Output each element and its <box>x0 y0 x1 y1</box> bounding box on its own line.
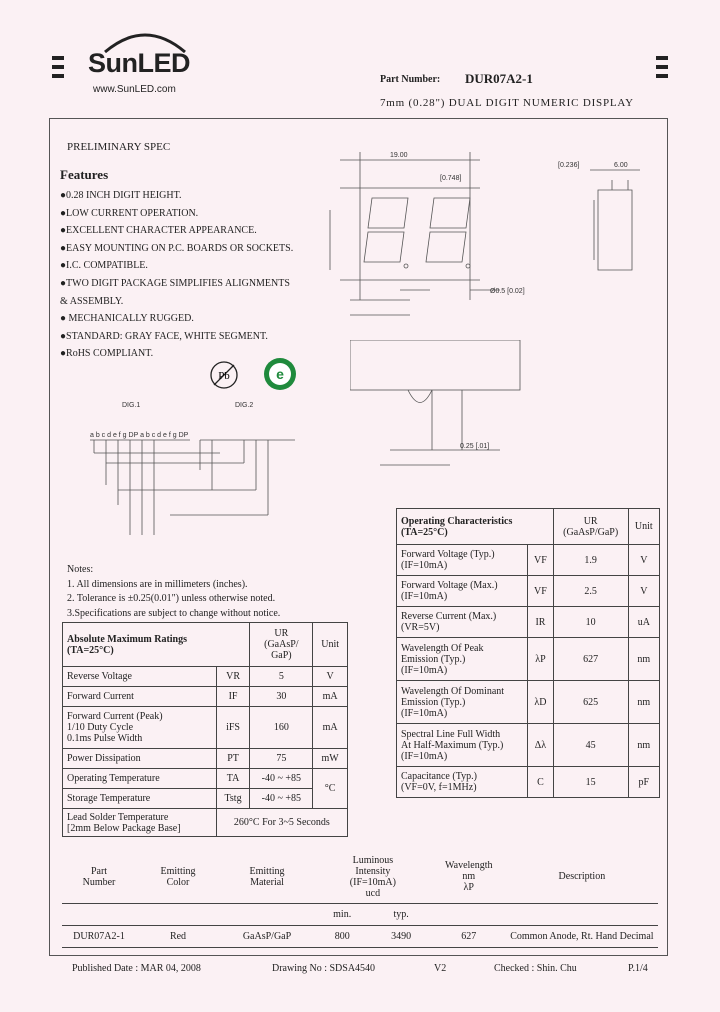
table-row <box>397 545 660 576</box>
part-number: DUR07A2-1 <box>465 71 533 86</box>
col-ur: UR (GaAsP/GaP) <box>553 509 628 545</box>
param-cell: Spectral Line Full Width At Half-Maximum (Typ.) (IF=10mA) <box>397 724 528 767</box>
param-cell: Reverse Current (Max.) (VR=5V) <box>397 607 528 638</box>
feature-item: & ASSEMBLY. <box>60 295 124 307</box>
ord-header-material: Emitting Material <box>249 865 285 888</box>
ordering-table <box>62 851 658 948</box>
unit-cell: °C <box>313 769 348 809</box>
param-cell: Storage Temperature <box>63 789 217 809</box>
note-line: 2. Tolerance is ±0.25(0.01") unless otherwise noted. <box>67 593 276 604</box>
feature-item: ●LOW CURRENT OPERATION. <box>60 207 199 219</box>
abs-max-title: Absolute Maximum Ratings <box>67 633 188 645</box>
features-list <box>60 187 293 363</box>
notes <box>67 563 280 621</box>
value-cell: 625 <box>553 681 628 724</box>
value-cell: 5 <box>250 667 313 687</box>
table-row <box>63 769 348 789</box>
feature-item: ●I.C. COMPATIBLE. <box>60 260 148 272</box>
symbol-cell: Δλ <box>528 724 554 767</box>
brand-url[interactable]: www.SunLED.com <box>93 84 176 95</box>
symbol-cell: iFS <box>216 707 250 749</box>
footer-checked: Checked : Shin. Chu <box>494 963 577 974</box>
op-condition: (TA=25°C) <box>401 526 448 538</box>
ord-cell: Red <box>169 930 187 942</box>
features-title: Features <box>60 167 109 182</box>
ord-header-intensity: Luminous Intensity (IF=10mA) ucd <box>349 854 396 899</box>
table-row <box>397 767 660 798</box>
footer-published: Published Date : MAR 04, 2008 <box>72 963 201 974</box>
preliminary-spec-label: PRELIMINARY SPEC <box>67 141 171 153</box>
param-cell: Wavelength Of Dominant Emission (Typ.) (IF=10mA) <box>397 681 528 724</box>
param-cell: Operating Temperature <box>63 769 217 789</box>
pin-row-label: a b c d e f g DP a b c d e f g DP <box>90 432 189 439</box>
part-number-label: Part Number: <box>380 74 441 85</box>
rohs-label: e <box>276 366 284 382</box>
value-cell: -40 ~ +85 <box>250 769 313 789</box>
footer-version: V2 <box>434 963 447 974</box>
value-cell: 45 <box>553 724 628 767</box>
symbol-cell: VF <box>528 576 554 607</box>
right-logo-bars <box>656 56 668 83</box>
ord-cell: GaAsP/GaP <box>242 930 292 942</box>
symbol-cell: VR <box>216 667 250 687</box>
table-row <box>63 707 348 749</box>
symbol-cell: λP <box>528 638 554 681</box>
unit-cell: V <box>628 545 659 576</box>
package-front-view <box>320 140 550 330</box>
table-header <box>63 623 250 667</box>
ord-header-description: Description <box>558 871 606 883</box>
param-cell: Lead Solder Temperature [2mm Below Package Base] <box>63 809 217 837</box>
col-unit: Unit <box>628 509 659 545</box>
table-row <box>63 809 348 837</box>
note-line: 1. All dimensions are in millimeters (inches). <box>67 578 248 590</box>
ord-header-part: Part Number <box>82 865 116 888</box>
table-row <box>62 925 658 947</box>
value-cell: 627 <box>553 638 628 681</box>
table-row <box>63 789 348 809</box>
symbol-cell: λD <box>528 681 554 724</box>
feature-item: ● MECHANICALLY RUGGED. <box>60 313 194 325</box>
symbol-cell: Tstg <box>216 789 250 809</box>
pb-label: Pb <box>218 370 230 382</box>
ord-cell: 627 <box>461 930 477 942</box>
symbol-cell: PT <box>216 749 250 769</box>
symbol-cell: C <box>528 767 554 798</box>
ord-sub-typ: typ. <box>393 908 409 920</box>
operating-characteristics-table <box>396 508 660 798</box>
param-cell: Forward Current <box>63 687 217 707</box>
dimension-label: [0.236] <box>558 162 580 169</box>
unit-cell: nm <box>628 724 659 767</box>
pb-free-icon <box>208 359 240 391</box>
value-cell: 260°C For 3~5 Seconds <box>216 809 347 837</box>
product-subtitle: 7mm (0.28") DUAL DIGIT NUMERIC DISPLAY <box>380 97 634 109</box>
symbol-cell: IF <box>216 687 250 707</box>
unit-cell: V <box>628 576 659 607</box>
feature-item: ●RoHS COMPLIANT. <box>60 348 154 360</box>
param-cell: Wavelength Of Peak Emission (Typ.) (IF=10mA) <box>397 638 528 681</box>
absolute-max-ratings-table <box>62 622 348 837</box>
notes-title: Notes: <box>67 564 94 575</box>
table-row <box>397 576 660 607</box>
footer-page: P.1/4 <box>628 963 648 974</box>
unit-cell: nm <box>628 638 659 681</box>
table-row <box>397 638 660 681</box>
table-row <box>63 667 348 687</box>
feature-item: ●TWO DIGIT PACKAGE SIMPLIFIES ALIGNMENTS <box>60 277 290 289</box>
digit-1-label: DIG.1 <box>122 402 141 409</box>
ord-sub-min: min. <box>333 908 352 920</box>
dimension-label: 0.25 [.01] <box>460 443 490 450</box>
ord-header-wavelength: Wavelength nm λP <box>445 860 493 894</box>
footer-drawing: Drawing No : SDSA4540 <box>272 963 376 974</box>
symbol-cell: TA <box>216 769 250 789</box>
brand-logo: SunLED <box>88 48 190 78</box>
ord-cell: Common Anode, Rt. Hand Decimal <box>510 930 654 942</box>
unit-cell: uA <box>628 607 659 638</box>
feature-item: ●EXCELLENT CHARACTER APPEARANCE. <box>60 225 257 237</box>
param-cell: Forward Voltage (Typ.) (IF=10mA) <box>397 545 528 576</box>
table-row <box>397 724 660 767</box>
col-unit: Unit <box>313 623 348 667</box>
value-cell: 10 <box>553 607 628 638</box>
note-line: 3.Specifications are subject to change without notice. <box>67 607 281 619</box>
table-row <box>63 749 348 769</box>
param-cell: Power Dissipation <box>63 749 217 769</box>
param-cell: Forward Voltage (Max.) (IF=10mA) <box>397 576 528 607</box>
value-cell: 2.5 <box>553 576 628 607</box>
param-cell: Capacitance (Typ.) (VF=0V, f=1MHz) <box>397 767 528 798</box>
digit-2-label: DIG.2 <box>235 402 254 409</box>
value-cell: 1.9 <box>553 545 628 576</box>
unit-cell: nm <box>628 681 659 724</box>
left-logo-bars <box>52 56 64 83</box>
table-row <box>397 681 660 724</box>
rohs-icon <box>262 356 298 392</box>
package-pin-view <box>350 340 550 480</box>
col-ur: UR (GaAsP/ GaP) <box>250 623 313 667</box>
feature-item: ●STANDARD: GRAY FACE, WHITE SEGMENT. <box>60 330 268 342</box>
feature-item: ●EASY MOUNTING ON P.C. BOARDS OR SOCKETS. <box>60 242 294 254</box>
op-title: Operating Characteristics <box>401 515 513 527</box>
value-cell: 75 <box>250 749 313 769</box>
value-cell: -40 ~ +85 <box>250 789 313 809</box>
ord-cell: DUR07A2-1 <box>73 930 125 942</box>
unit-cell: pF <box>628 767 659 798</box>
dimension-label: 19.00 <box>390 152 408 159</box>
value-cell: 15 <box>553 767 628 798</box>
symbol-cell: VF <box>528 545 554 576</box>
value-cell: 160 <box>250 707 313 749</box>
param-cell: Forward Current (Peak) 1/10 Duty Cycle 0.1ms Pulse Width <box>63 707 217 749</box>
symbol-cell: IR <box>528 607 554 638</box>
circuit-diagram <box>80 395 310 545</box>
abs-max-condition: (TA=25°C) <box>67 644 114 656</box>
table-header <box>397 509 554 545</box>
table-row <box>63 687 348 707</box>
dimension-label: 6.00 <box>614 162 628 169</box>
table-row <box>397 607 660 638</box>
param-cell: Reverse Voltage <box>63 667 217 687</box>
package-side-view <box>550 150 650 280</box>
dimension-label: [0.748] <box>440 175 462 182</box>
unit-cell: mA <box>313 687 348 707</box>
unit-cell: mA <box>313 707 348 749</box>
ord-cell: 3490 <box>391 930 412 942</box>
value-cell: 30 <box>250 687 313 707</box>
feature-item: ●0.28 INCH DIGIT HEIGHT. <box>60 190 182 201</box>
ord-header-color: Emitting Color <box>160 865 196 888</box>
unit-cell: mW <box>313 749 348 769</box>
unit-cell: V <box>313 667 348 687</box>
dimension-label: Ø0.5 [0.02] <box>490 288 525 295</box>
ord-cell: 800 <box>334 930 350 942</box>
